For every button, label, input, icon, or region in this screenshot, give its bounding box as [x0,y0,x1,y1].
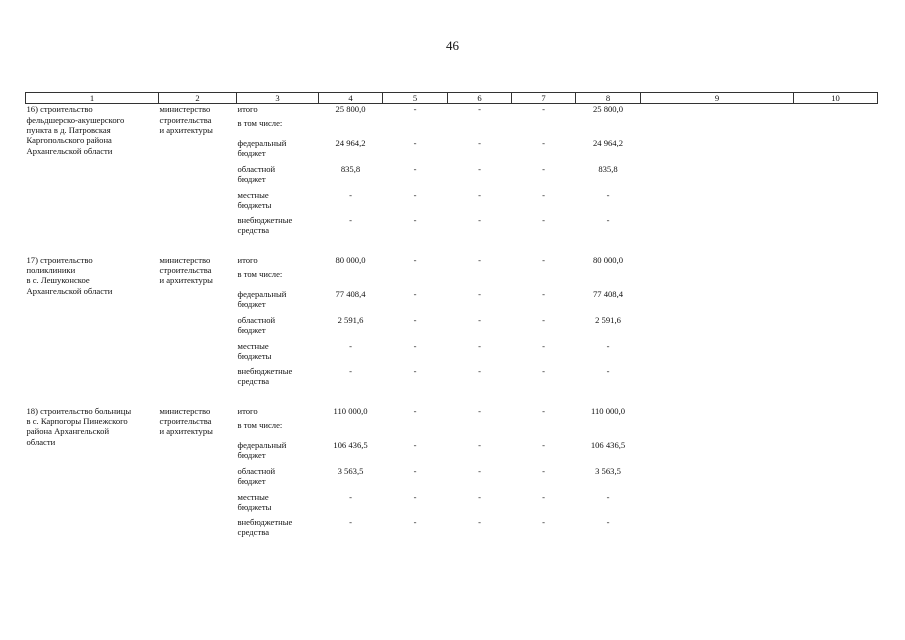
amount-c8: 835,8 [598,163,618,174]
funding-source: в том числе: [237,117,283,128]
empty-cell [794,440,878,466]
project-name: 18) строительство больницы в с. Карпогоры Пинежского района Архангельской области [26,405,132,447]
amount-c5: - [413,314,417,325]
amount-c5: - [413,189,417,200]
amount-c5: - [413,104,417,115]
empty-cell [641,440,794,466]
amount-c7: - [542,491,545,502]
empty-cell [794,492,878,517]
column-header: 1 [26,93,159,104]
spacer-cell [26,241,878,255]
amount-c4: 25 800,0 [335,104,366,115]
empty-cell [794,315,878,341]
column-header: 6 [448,93,512,104]
amount-c5: - [413,516,417,527]
amount-c7: - [542,137,545,148]
empty-cell [794,104,878,118]
amount-c4 [319,118,383,138]
amount-c5: - [413,214,417,225]
amount-c4 [319,269,383,289]
empty-cell [794,138,878,164]
amount-c5: - [413,254,417,265]
empty-cell [794,164,878,190]
project-name: 17) строительство поликлиники в с. Лешуконское Архангельской области [26,254,113,296]
amount-c4: 80 000,0 [335,254,366,265]
amount-c7: - [542,214,545,225]
amount-c4: - [349,516,352,527]
amount-c7 [512,118,576,138]
amount-c4: 77 408,4 [335,288,366,299]
amount-c8: 25 800,0 [592,104,624,115]
empty-cell [641,215,794,241]
project-name: 16) строительство фельдшерско-акушерского пункта в д. Патровская Каргопольского района Архангельской области [26,104,125,156]
amount-c4: 3 563,5 [337,465,364,476]
header-row [26,93,878,104]
amount-c6: - [478,405,481,416]
amount-c5: - [413,491,417,502]
amount-c4: - [349,189,352,200]
page-number: 46 [446,38,459,53]
budget-table [25,92,878,543]
spacer-row [26,392,878,406]
project-executor: министерство строительства и архитектуры [159,104,213,135]
empty-cell [641,517,794,543]
amount-c5: - [413,439,417,450]
amount-c7: - [542,465,545,476]
empty-cell [794,269,878,289]
empty-cell [641,420,794,440]
funding-source: областной бюджет [237,314,276,336]
amount-c7: - [542,365,545,376]
spacer-row [26,241,878,255]
amount-c4: 110 000,0 [333,405,368,416]
amount-c6: - [478,340,481,351]
spacer-cell [26,392,878,406]
funding-source: в том числе: [237,419,283,430]
empty-cell [794,289,878,315]
amount-c7: - [542,340,545,351]
amount-c7: - [542,189,545,200]
amount-c5: - [413,405,417,416]
empty-cell [641,315,794,341]
amount-c5 [383,420,448,440]
empty-cell [794,517,878,543]
empty-cell [641,164,794,190]
amount-c5: - [413,340,417,351]
empty-cell [641,406,794,420]
empty-cell [794,215,878,241]
amount-c7 [512,269,576,289]
column-header: 7 [512,93,576,104]
amount-c4: - [349,491,352,502]
funding-source: в том числе: [237,268,283,279]
amount-c8: - [606,491,610,502]
empty-cell [794,255,878,269]
amount-c4: 2 591,6 [337,314,364,325]
amount-c7: - [542,104,545,115]
empty-cell [641,190,794,215]
amount-c5 [383,269,448,289]
empty-cell [641,104,794,118]
amount-c7: - [542,163,545,174]
column-header: 4 [319,93,383,104]
amount-c6: - [478,516,481,527]
funding-source: федеральный бюджет [237,137,287,159]
empty-cell [794,466,878,492]
amount-c6: - [478,104,481,115]
column-header: 10 [794,93,878,104]
empty-cell [641,466,794,492]
amount-c5: - [413,163,417,174]
table-row [26,406,878,420]
empty-cell [641,138,794,164]
column-header: 8 [576,93,641,104]
amount-c7: - [542,516,545,527]
funding-source: федеральный бюджет [237,288,287,310]
amount-c8: - [606,365,610,376]
funding-source: областной бюджет [237,163,276,185]
amount-c8: 110 000,0 [590,405,626,416]
table-row [26,255,878,269]
amount-c5: - [413,288,417,299]
amount-c5: - [413,137,417,148]
funding-source: итого [237,104,258,115]
funding-source: итого [237,254,258,265]
empty-cell [641,366,794,392]
amount-c7 [512,420,576,440]
amount-c7: - [542,439,545,450]
amount-c6 [448,269,512,289]
table-body [26,104,878,543]
amount-c6: - [478,465,481,476]
amount-c6: - [478,137,481,148]
funding-source: местные бюджеты [237,189,272,211]
empty-cell [794,341,878,366]
amount-c8: 80 000,0 [592,254,624,265]
amount-c4: 835,8 [340,163,361,174]
empty-cell [641,289,794,315]
amount-c7: - [542,405,545,416]
empty-cell [641,255,794,269]
project-executor: министерство строительства и архитектуры [159,254,213,286]
empty-cell [794,406,878,420]
amount-c8: 106 436,5 [590,439,626,450]
amount-c4 [319,420,383,440]
empty-cell [641,118,794,138]
amount-c6 [448,118,512,138]
amount-c6: - [478,163,481,174]
column-header: 3 [237,93,319,104]
amount-c6: - [478,189,481,200]
amount-c6: - [478,439,481,450]
amount-c8: - [606,189,610,200]
amount-c8: 3 563,5 [595,465,621,476]
amount-c8 [576,269,641,289]
empty-cell [641,269,794,289]
amount-c6: - [478,314,481,325]
amount-c7: - [542,314,545,325]
amount-c4: - [349,365,352,376]
amount-c6: - [478,288,481,299]
funding-source: итого [237,405,258,416]
funding-source: местные бюджеты [237,340,272,362]
table-row [26,104,878,118]
empty-cell [641,341,794,366]
empty-cell [794,190,878,215]
amount-c8 [576,118,641,138]
amount-c7: - [542,254,545,265]
funding-source: внебюджетные средства [237,214,293,236]
amount-c8: 2 591,6 [595,314,621,325]
amount-c5: - [413,365,417,376]
funding-source: внебюджетные средства [237,516,293,538]
amount-c6: - [478,214,481,225]
amount-c8: - [606,214,610,225]
amount-c8: - [606,340,610,351]
column-header: 5 [383,93,448,104]
amount-c8: 24 964,2 [592,137,624,148]
project-executor: министерство строительства и архитектуры [159,405,213,437]
amount-c4: - [349,214,352,225]
amount-c8: 77 408,4 [592,288,624,299]
funding-source: внебюджетные средства [237,365,293,387]
funding-source: местные бюджеты [237,491,272,513]
column-header: 9 [641,93,794,104]
amount-c4: 24 964,2 [335,137,366,148]
column-header: 2 [159,93,237,104]
amount-c8: - [606,516,610,527]
empty-cell [794,420,878,440]
funding-source: федеральный бюджет [237,439,287,461]
empty-cell [794,366,878,392]
empty-cell [794,118,878,138]
funding-source: областной бюджет [237,465,276,487]
amount-c6: - [478,365,481,376]
amount-c5: - [413,465,417,476]
amount-c8 [576,420,641,440]
amount-c6 [448,420,512,440]
amount-c4: - [349,340,352,351]
amount-c4: 106 436,5 [333,439,368,450]
amount-c5 [383,118,448,138]
amount-c7: - [542,288,545,299]
amount-c6: - [478,491,481,502]
empty-cell [641,492,794,517]
amount-c6: - [478,254,481,265]
